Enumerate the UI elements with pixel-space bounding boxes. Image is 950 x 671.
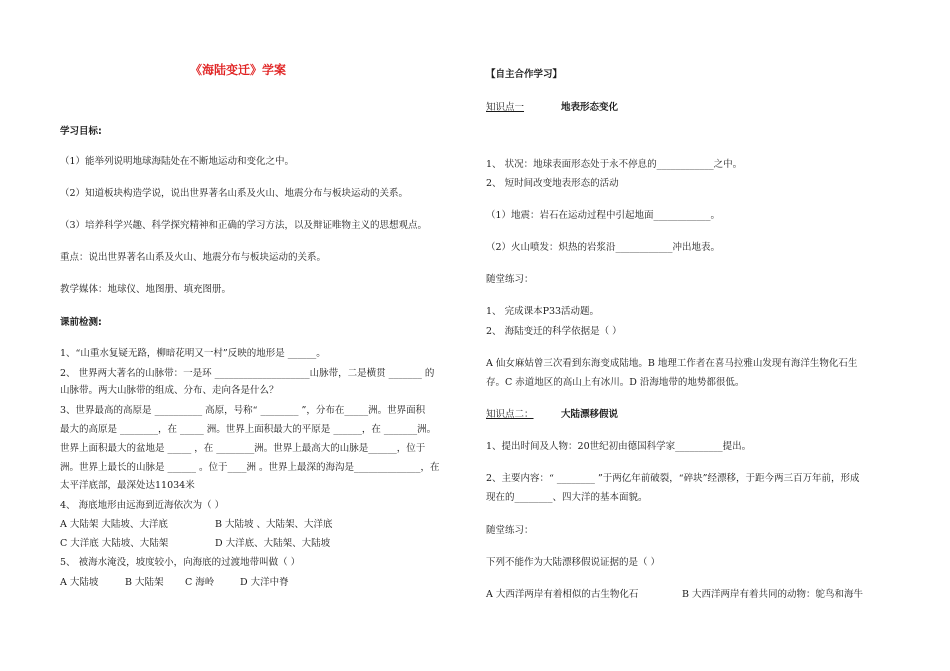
- objective-2: （2）知道板块构造学说，说出世界著名山系及火山、地震分布与板块运动的关系。: [60, 188, 409, 199]
- objective-3: （3）培养科学兴趣、科学探究精神和正确的学习方法，以及辩证唯物主义的思想观点。: [60, 220, 428, 231]
- question-3-line-1: 3、世界最高的高原是 __________ 高原，号称“ ________ ”，分布在_____洲。世界面积: [60, 405, 426, 416]
- question-3-line-3: 世界上面积最大的盆地是 _____ ，在 ________洲。世界上最高大的山脉是______，位于: [60, 443, 426, 454]
- question-4-option-a: A 大陆架 大陆坡、大洋底: [60, 519, 168, 530]
- final-question: 下列不能作为大陆漂移假说证据的是（ ）: [486, 557, 661, 568]
- question-2-line-1: 2、 世界两大著名的山脉带：一是环 ____________________山脉带，二是横贯 _______ 的: [60, 368, 435, 379]
- point-2-content-line-1: 2、主要内容：“ ________ ”于两亿年前破裂，“碎块”经漂移，于距今两三百万年前，形成: [486, 473, 860, 484]
- key-points: 重点：说出世界著名山系及火山、地震分布与板块运动的关系。: [60, 252, 327, 263]
- question-4: 4、 海底地形由远海到近海依次为（ ）: [60, 500, 225, 511]
- knowledge-point-1-title: 地表形态变化: [561, 102, 619, 113]
- point-1-status: 1、 状况：地球表面形态处于永不停息的____________之中。: [486, 159, 743, 170]
- question-3-line-2: 最大的高原是 ________，在 _____ 洲。世界上面积最大的平原是 ______，在 _______洲。: [60, 424, 437, 435]
- question-5-option-a: A 大陆坡: [60, 577, 99, 588]
- knowledge-point-2-title: 大陆漂移假说: [561, 409, 619, 420]
- question-5-option-b: B 大陆架: [125, 577, 164, 588]
- point-2-content-line-2: 现在的________、四大洋的基本面貌。: [486, 492, 648, 503]
- practice-1-options-line-2: 存。C 赤道地区的高山上有冰川。D 沿海地带的地势都很低。: [486, 377, 745, 388]
- question-5-option-d: D 大洋中脊: [240, 577, 289, 588]
- knowledge-point-1-label: 知识点一: [486, 102, 525, 113]
- document-title: 《海陆变迁》学案: [190, 63, 287, 77]
- section-heading: 【自主合作学习】: [486, 69, 563, 80]
- practice-1-item-2: 2、 海陆变迁的科学依据是（ ）: [486, 326, 622, 337]
- practice-1-options-line-1: A 仙女麻姑曾三次看到东海变成陆地。B 地理工作者在喜马拉雅山发现有海洋生物化石生: [486, 358, 858, 369]
- practice-heading-2: 随堂练习：: [486, 525, 534, 536]
- practice-heading-1: 随堂练习：: [486, 274, 534, 285]
- question-1: 1、“山重水复疑无路，柳暗花明又一村”反映的地形是 ______。: [60, 348, 326, 359]
- question-2-line-2: 山脉带。两大山脉带的组成、分布、走向各是什么？: [60, 385, 279, 396]
- question-4-option-c: C 大洋底 大陆坡、大陆架: [60, 538, 169, 549]
- final-question-option-b: B 大西洋两岸有着共同的动物：鸵鸟和海牛: [682, 589, 864, 600]
- point-2-proposer: 1、提出时间及人物：20世纪初由德国科学家__________提出。: [486, 441, 752, 452]
- point-1-earthquake: （1）地震：岩石在运动过程中引起地面____________。: [486, 210, 721, 221]
- point-1-activities: 2、 短时间改变地表形态的活动: [486, 178, 619, 189]
- objectives-heading: 学习目标:: [60, 126, 102, 137]
- question-5-option-c: C 海岭: [185, 577, 215, 588]
- question-5: 5、 被海水淹没，坡度较小，向海底的过渡地带叫做（ ）: [60, 557, 301, 568]
- objective-1: （1）能举列说明地球海陆处在不断地运动和变化之中。: [60, 156, 295, 167]
- practice-1-item-1: 1、 完成课本P33活动题。: [486, 306, 600, 317]
- question-3-line-4: 洲。世界上最长的山脉是 ______ 。位于____洲 。世界上最深的海沟是______________，在: [60, 462, 440, 473]
- question-4-option-d: D 大洋底、大陆架、大陆坡: [215, 538, 331, 549]
- knowledge-point-2-label: 知识点二：: [486, 409, 534, 420]
- final-question-option-a: A 大西洋两岸有着相似的古生物化石: [486, 589, 639, 600]
- question-4-option-b: B 大陆坡 、大陆架、大洋底: [215, 519, 333, 530]
- point-1-volcano: （2）火山喷发：炽热的岩浆沿____________冲出地表。: [486, 242, 721, 253]
- question-3-line-5: 太平洋底部，最深处达11034米: [60, 480, 195, 491]
- teaching-media: 教学媒体：地球仪、地图册、填充图册。: [60, 284, 232, 295]
- pretest-heading: 课前检测:: [60, 317, 102, 328]
